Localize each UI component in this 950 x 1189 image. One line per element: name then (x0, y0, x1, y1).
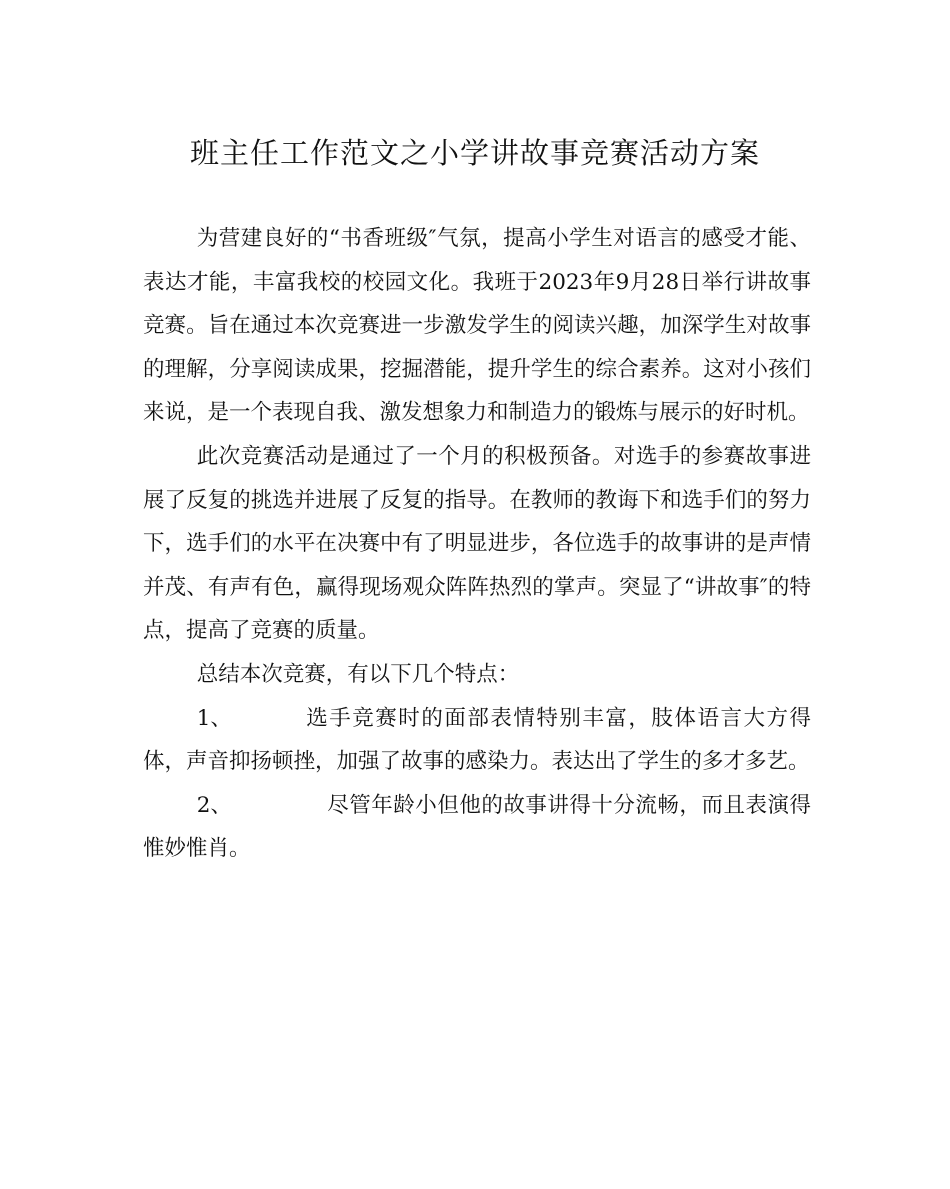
list-item-number: 2、 (196, 792, 232, 818)
list-item (143, 697, 811, 784)
paragraph-intro: 为营建良好的“书香班级″气氛，提高小学生对语言的感受才能、表达才能，丰富我校的校园文化。我班于2023年9月28日举行讲故事竞赛。旨在通过本次竞赛进一步激发学生的阅读兴趣，加深学生对故事的理解，分享阅读成果，挖掘潜能，提升学生的综合素养。这对小孩们来说，是一个表现自我、激发想象力和制造力的锻炼与展示的好时机。 (143, 226, 811, 426)
list-item-text: 尽管年龄小但他的故事讲得十分流畅，而且表演得惟妙惟肖。 (143, 792, 811, 862)
document-title: 班主任工作范文之小学讲故事竞赛活动方案 (189, 136, 760, 170)
list-item-number: 1、 (196, 705, 232, 731)
paragraph-summary-lead: 总结本次竞赛，有以下几个特点： (196, 661, 520, 687)
list-item-text: 选手竞赛时的面部表情特别丰富，肢体语言大方得体，声音抑扬顿挫，加强了故事的感染力。表达出了学生的多才多艺。 (143, 705, 811, 775)
list-item (143, 784, 811, 871)
paragraph-preparation: 此次竞赛活动是通过了一个月的积极预备。对选手的参赛故事进展了反复的挑选并进展了反复的指导。在教师的教诲下和选手们的努力下，选手们的水平在决赛中有了明显进步，各位选手的故事讲的是声情并茂、有声有色，赢得现场观众阵阵热烈的掌声。突显了“讲故事″的特点，提高了竞赛的质量。 (143, 443, 811, 644)
document-body (143, 217, 811, 871)
